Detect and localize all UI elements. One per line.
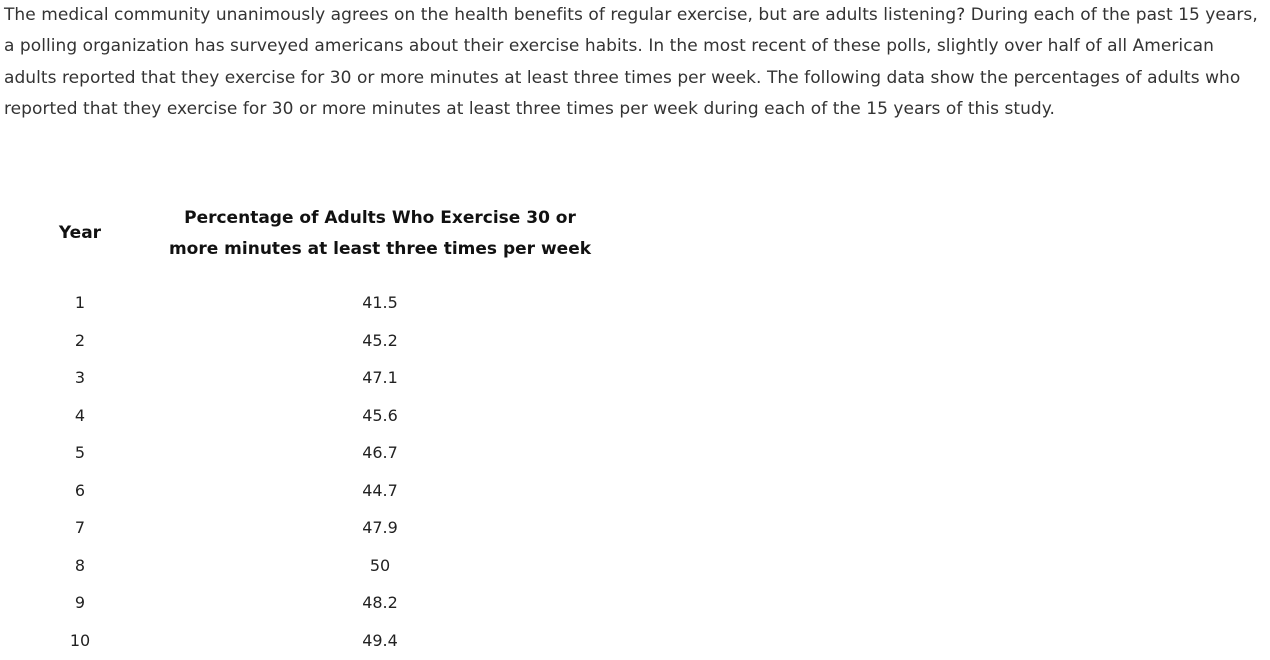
intro-paragraph: The medical community unanimously agrees on the health benefits of regular exercise, but are adults listening? During each of the past 15 years, a polling organization has surveyed americans about their exercise habits. In the most recent of these polls, slightly over half of all American adults reported that they exercise for 30 or more minutes at least three times per week. The following data show the percentages of adults who reported that they exercise for 30 or more minutes at least three times per week during each of the 15 years of this study. xyxy=(4,5,1258,120)
table-row xyxy=(2,397,602,435)
percentage-cell: 50 xyxy=(369,555,391,575)
percentage-cell: 44.7 xyxy=(362,480,398,500)
table-row xyxy=(2,622,602,660)
year-column-header: Year xyxy=(58,223,102,244)
table-row xyxy=(2,472,602,510)
year-cell: 1 xyxy=(74,293,86,313)
percentage-cell: 45.2 xyxy=(362,330,398,350)
table-row xyxy=(2,322,602,360)
year-cell: 10 xyxy=(69,630,91,650)
percentage-cell: 49.4 xyxy=(362,630,398,650)
year-cell: 4 xyxy=(74,405,86,425)
table-row xyxy=(2,547,602,585)
table-header-row xyxy=(2,184,602,284)
year-cell: 9 xyxy=(74,593,86,613)
year-cell: 5 xyxy=(74,443,86,463)
year-cell: 6 xyxy=(74,480,86,500)
year-cell: 7 xyxy=(74,518,86,538)
table-row xyxy=(2,434,602,472)
percentage-cell: 45.6 xyxy=(362,405,398,425)
percentage-cell: 48.2 xyxy=(362,593,398,613)
year-cell: 8 xyxy=(74,555,86,575)
year-cell: 2 xyxy=(74,330,86,350)
exercise-data-table xyxy=(2,184,602,659)
percentage-cell: 46.7 xyxy=(362,443,398,463)
table-row xyxy=(2,509,602,547)
table-row xyxy=(2,359,602,397)
year-cell: 3 xyxy=(74,368,86,388)
percentage-cell: 47.9 xyxy=(362,518,398,538)
table-row xyxy=(2,284,602,322)
table-row xyxy=(2,584,602,622)
percentage-column-header: Percentage of Adults Who Exercise 30 or more minutes at least three times per week xyxy=(168,207,592,259)
percentage-cell: 47.1 xyxy=(362,368,398,388)
percentage-cell: 41.5 xyxy=(362,293,398,313)
